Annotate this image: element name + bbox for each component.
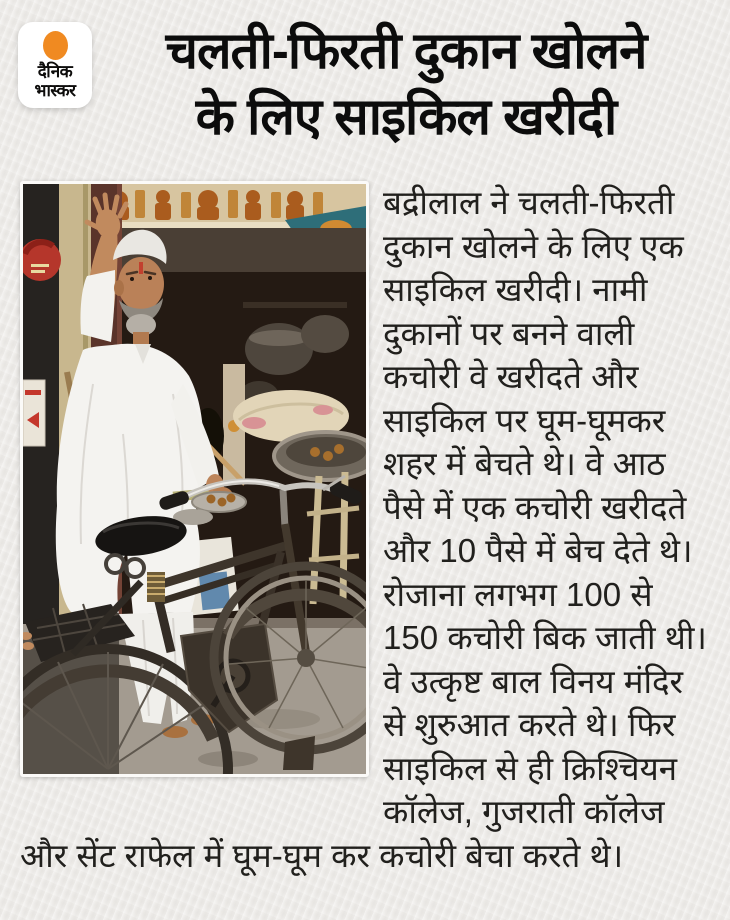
article-photo: [20, 181, 369, 777]
headline-line1: चलती-फिरती दुकान खोलने: [165, 22, 647, 79]
sun-icon: [43, 31, 68, 60]
headline: [92, 18, 720, 150]
dainik-bhaskar-logo: [18, 22, 92, 108]
headline-line2: के लिए साइकिल खरीदी: [195, 88, 617, 145]
photo-illustration: [23, 184, 366, 774]
article-body: बद्रीलाल ने चलती-फिरती दुकान खोलने के लिए एक साइकिल खरीदी। नामी दुकानों पर बनने वाली कचोरी वे खरीदते और साइकिल पर घूम-घूमकर शहर में बेचते थे। वे आठ पैसे में एक कचोरी खरीदते और 10 पैसे में बेच देते थे। रोजाना लगभग 100 से 150 कचोरी बिक जाती थी। वे उत्कृष्ट बाल विनय मंदिर से शुरुआत करते थे। फिर साइकिल से ही क्रिश्चियन कॉलेज, गुजराती कॉलेज और सेंट राफेल में घूम-घूम कर कचोरी बेचा करते थे।: [20, 184, 707, 874]
logo-text-line1: दैनिक: [37, 62, 73, 81]
article: [20, 181, 714, 877]
logo-text-line2: भास्कर: [34, 81, 76, 100]
